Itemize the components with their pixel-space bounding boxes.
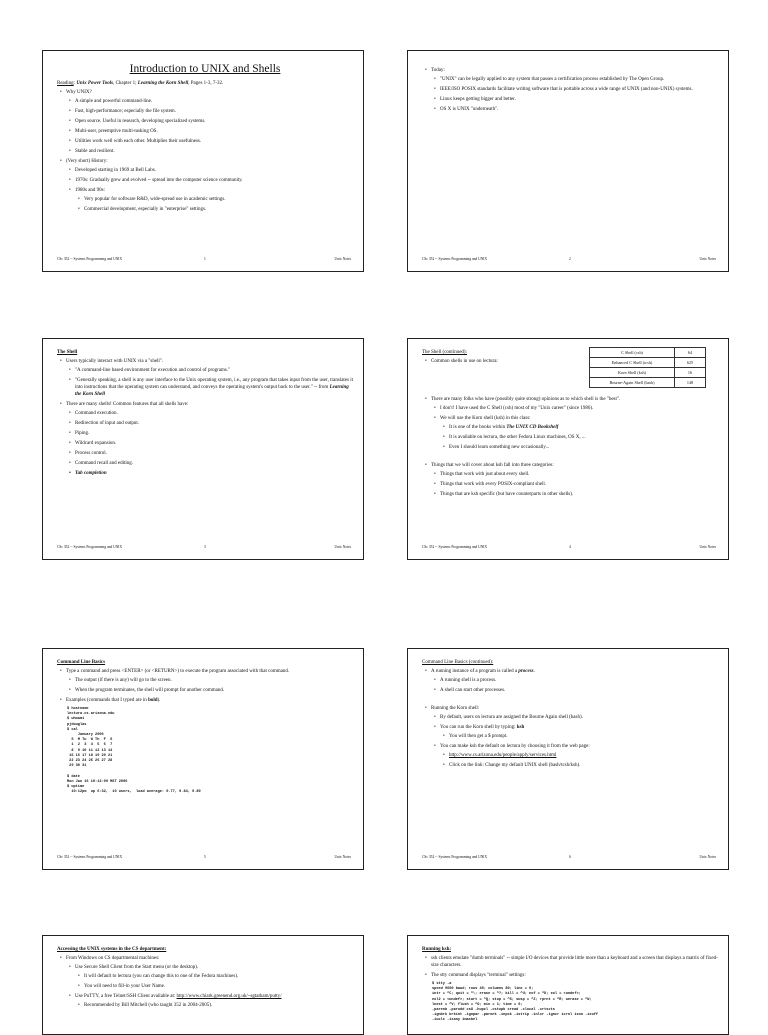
list-item: • (Very short) History: • Developed starting in 1969 at Bell Labs. • 1970s: Gradually grew and evolved -- spread into the computer science community. • 1980s and 90s: • Very popular for software R&D, wide-spread use in academic settings. • Commercial development, especially in "enterprise" settings. [66,158,353,213]
list-item: • Why UNIX? • A simple and powerful command-line. • Fast, high-performance; especially the file system. • Open source. Useful in research, developing specialized systems. • Multi-user, preemptive multi-tasking OS. • Utilities work well with each other. Multiplies their usefulness. • Stable and resilient. [66,89,353,155]
page-number: 2 [569,257,571,261]
footer-label: Unix Notes [699,257,716,261]
list-item: • OS X is UNIX "underneath". [440,106,718,113]
bullet-list [57,955,353,1009]
list-item: • When the program terminates, the shell will prompt for another command. [75,687,353,694]
list-item: • Piping. [75,430,353,437]
bullet-list [57,358,353,477]
page-number: 3 [204,545,206,549]
slide-footer [422,855,716,859]
table-cell: 16 [675,368,706,378]
slide-heading: Command Line Basics (continued): [422,660,494,665]
list-item: • Use PuTTY, a free Telnet/SSH Client available at: http://www.chiark.greenend.org.uk/~sgtatham/putty/ • Recommended by Bill Mitchell (who taught 352 in 2004-2005). [75,993,353,1009]
slide-heading: Accessing the UNIX systems in the CS department: [57,947,167,952]
list-item: • Things that work with just about every shell. [440,471,718,478]
list-item: • Developed starting in 1969 at Bell Labs. [75,167,353,174]
list-item: • Linux keeps getting bigger and better. [440,96,718,103]
slide-4 [407,338,729,560]
list-item: • Wildcard expansion. [75,440,353,447]
table-cell: 64 [675,348,706,358]
table-cell: Korn Shell (ksh) [590,368,675,378]
bullet-list [422,462,718,498]
services-link[interactable]: http://www.cs.arizona.edu/people/apply/services.html [449,753,557,758]
list-item: • It is one of the books within The UNIX CD Bookshelf [449,424,718,431]
list-item: • There are many folks who have (possibly quite strong) opinions as to which shell is the "best". • I don't! I have used the C Shell (csh) most of my "Unix career" (since 1986). • We will use the Korn shell (ksh) in this class: • It is one of the books within The UNIX CD Bookshelf • It is available on lectura, the other Fedora Linux machines, OS X, ... • Even I should learn something new occasionally... [431,396,718,451]
page-number: 6 [569,855,571,859]
reading-label: Reading [57,80,74,86]
list-item: • Recommended by Bill Mitchell (who taught 352 in 2004-2005). [84,1002,353,1009]
list-item: • It is available on lectura, the other Fedora Linux machines, OS X, ... [449,434,718,441]
bullet-list [422,396,718,451]
bullet-list [422,668,718,694]
footer-label: Unix Notes [699,545,716,549]
page-number: 1 [204,257,206,261]
list-item: • Very popular for software R&D, wide-spread use in academic settings. [84,196,353,203]
list-item: • A running instance of a program is called a process. • A running shell is a process. • A shell can start other processes. [431,668,718,694]
list-item: • Click on the link: Change my default UNIX shell (bash/tcsh/ksh). [449,762,718,769]
table-cell: Enhanced C Shell (tcsh) [590,358,675,368]
slide-footer [57,257,351,261]
list-item: • A simple and powerful command-line. [75,98,353,105]
list-item: • Things that are ksh specific (but have counterparts in other shells). [440,491,718,498]
reading-mid: , Chapter 1; [113,80,138,86]
bullet-list [57,89,353,213]
list-item: • A shell can start other processes. [440,687,718,694]
slide-7 [42,935,364,1035]
footer-label: Unix Notes [334,257,351,261]
slide-heading: The Shell (continued): [422,350,467,355]
table-cell: C Shell (csh) [590,348,675,358]
list-item: • You can make ksh the default on lectura by choosing it from the web page: • http://www.cs.arizona.edu/people/apply/services.html • Click on the link: Change my default UNIX shell (bash/tcsh/ksh). [440,743,718,769]
list-item: • Even I should learn something new occasionally... [449,444,718,451]
bullet-list [422,955,718,979]
slide-8 [407,935,729,1035]
slide-footer [422,545,716,549]
footer-label: Unix Notes [699,855,716,859]
list-item: • Common shells in use on lectura: [431,358,718,365]
slide-6 [407,648,729,870]
list-item: • The stty command displays "terminal" settings: [431,972,718,979]
list-item: • I don't! I have used the C Shell (csh) most of my "Unix career" (since 1986). [440,405,718,412]
slide-footer [57,545,351,549]
footer-course: CSc 352 -- Systems Programming and UNIX [57,855,123,859]
list-item: • Tab completion [75,470,353,477]
table-cell: 148 [675,378,706,388]
list-item: • "A command-line based environment for execution and control of programs." [75,367,353,374]
book-title: The UNIX CD Bookshelf [506,425,559,430]
list-item: • Use Secure Shell Client from the Start menu (or the desktop). • It will default to lectura (you can change this to one of the Fedora machines). • You will need to fill-in your User Name. [75,964,353,990]
list-item: • Command recall and editing. [75,460,353,467]
slide-title: Introduction to UNIX and Shells [129,63,281,75]
list-item: • Stable and resilient. [75,148,353,155]
list-item: • Running the Korn shell: • By default, users on lectura are assigned the Bourne Again shell (bash). • You can run the Korn shell by typing: ksh • You will then get a $ prompt. • You can make ksh the default on lectura by choosing it from the web page: • http://www.cs.arizona.edu/people/apply/services.html • Click on the link: Change my default UNIX shell (bash/tcsh/ksh). [431,705,718,769]
list-item: • By default, users on lectura are assigned the Bourne Again shell (bash). [440,714,718,721]
table-cell: Bourne-Again Shell (bash) [590,378,675,388]
reading-book-1: Unix Power Tools [76,80,114,86]
bullet-list [422,67,718,113]
list-item: • Things that work with every POSIX-compliant shell. [440,481,718,488]
list-item: • Fast, high-performance; especially the file system. [75,108,353,115]
list-item: • Commercial development, especially in "enterprise" settings. [84,206,353,213]
list-item: • Things that we will cover about ksh fall into three categories: • Things that work with just about every shell. • Things that work with every POSIX-compliant shell. • Things that are ksh specific (but have counterparts in other shells). [431,462,718,498]
list-item: • 1980s and 90s: • Very popular for software R&D, wide-spread use in academic settings. • Commercial development, especially in "enterprise" settings. [75,187,353,213]
reading-pages: , Pages 1-3, 7-32. [188,80,224,86]
list-item: • Multi-user, preemptive multi-tasking OS. [75,128,353,135]
slide-heading: The Shell [57,350,78,355]
terminal-example: $ stty -a speed 9600 baud; rows 40; columns 80; line = 0; intr = ^C; quit = ^\; erase = ^?; kill = ^U; eof = ^D; eol = <undef>; eol2 = <undef>; start = ^Q; stop = ^S; susp = ^Z; rprnt = ^R; werase = ^W; lnext = ^V; flush = ^O; min = 1; time = 0; -parenb -parodd cs8 -hupcl -cstopb cread -clocal -crtscts -ignbrk brkint -ignpar -parmrk -inpck -istrip -inlcr -igncr icrnl ixon -ixoff -iuclc -ixany imaxbel [432,982,599,1023]
list-item: • Command execution. [75,410,353,417]
footer-label: Unix Notes [334,545,351,549]
bullet-list [422,358,718,365]
page-number: 4 [569,545,571,549]
list-item: • You can run the Korn shell by typing: ksh • You will then get a $ prompt. [440,724,718,740]
slide-5 [42,648,364,870]
list-item: • IEEE/ISO POSIX standards facilitate writing software that is portable across a wide range of UNIX (and non-UNIX) systems. [440,86,718,93]
slide-heading: Command Line Basics [57,660,106,665]
list-item: • Redirection of input and output. [75,420,353,427]
list-item: • Utilities work well with each other. Multiplies their usefulness. [75,138,353,145]
list-item: • Open source. Useful in research, developing specialized systems. [75,118,353,125]
list-item [449,752,718,759]
list-item: • "Generally speaking, a shell is any user interface to the Unix operating system, i.e., any program that takes input from the user, translates it into instructions that the operating system can understand, and conveys the operating system's output back to the user." -- from Learning the Korn Shell [75,377,353,398]
list-item: • It will default to lectura (you can change this to one of the Fedora machines). [84,973,353,980]
page-number: 5 [204,855,206,859]
list-item: • Process control. [75,450,353,457]
table-cell: 625 [675,358,706,368]
footer-course: CSc 352 -- Systems Programming and UNIX [422,545,488,549]
slide-footer [422,257,716,261]
list-item: • Today: • "UNIX" can be legally applied to any system that passes a certification process established by The Open Group. • IEEE/ISO POSIX standards facilitate writing software that is portable across a wide range of UNIX (and non-UNIX) systems. • Linux keeps getting bigger and better. • OS X is UNIX "underneath". [431,67,718,113]
list-item: • Examples (commands that I typed are in bold). [66,697,353,704]
bullet-list [422,705,718,769]
footer-course: CSc 352 -- Systems Programming and UNIX [422,257,488,261]
putty-link[interactable]: http://www.chiark.greenend.org.uk/~sgtatham/putty/ [176,994,282,999]
list-item: • You will then get a $ prompt. [449,733,718,740]
footer-course: CSc 352 -- Systems Programming and UNIX [57,257,123,261]
footer-label: Unix Notes [334,855,351,859]
list-item: • 1970s: Gradually grew and evolved -- spread into the computer science community. [75,177,353,184]
reading-line: Reading: Unix Power Tools, Chapter 1; Learning the Korn Shell, Pages 1-3, 7-32. [57,80,224,86]
terminal-example: $ hostname lectura.cs.arizona.edu $ whoami pjdouglas $ cal January 2006 S M Tu W Th F S 1 2 3 4 5 6 7 8 9 10 11 12 13 14 15 16 17 18 19 20 21 22 23 24 25 26 27 28 29 30 31 $ date Mon Jan 16 10:12:09 MST 2006 $ uptime 10:12pm up 6:32, 10 users, load average: 0.77, 0.84, 0.80 [67,707,201,795]
list-item: • ssh clients emulate "dumb terminals" -- simple I/O devices that provide little more than a keyboard and a screen that displays a matrix of fixed-size characters. [431,955,718,969]
list-item: • The output (if there is any) will go to the screen. [75,677,353,684]
list-item: • "UNIX" can be legally applied to any system that passes a certification process established by The Open Group. [440,76,718,83]
slide-2 [407,50,729,272]
slide-heading: Running ksh: [422,947,452,952]
footer-course: CSc 352 -- Systems Programming and UNIX [57,545,123,549]
reading-book-2: Learning the Korn Shell [137,80,189,86]
list-item: • There are many shells! Common features that all shells have: • Command execution. • Redirection of input and output. • Piping. • Wildcard expansion. • Process control. • Command recall and editing. • Tab completion [66,401,353,477]
list-item: • Users typically interact with UNIX via a "shell". • "A command-line based environment for execution and control of programs." • "Generally speaking, a shell is any user interface to the Unix operating system, i.e., any program that takes input from the user, translates it into instructions that the operating system can understand, and conveys the operating system's output back to the user." -- from Learning the Korn Shell [66,358,353,398]
list-item: • You will need to fill-in your User Name. [84,983,353,990]
slide-1 [42,50,364,272]
list-item: • We will use the Korn shell (ksh) in this class: • It is one of the books within The UNIX CD Bookshelf • It is available on lectura, the other Fedora Linux machines, OS X, ... • Even I should learn something new occasionally... [440,415,718,451]
list-item: • A running shell is a process. [440,677,718,684]
slide-3 [42,338,364,560]
list-item: • Type a command and press <ENTER> (or <RETURN>) to execute the program associated with that command. • The output (if there is any) will go to the screen. • When the program terminates, the shell will prompt for another command. [66,668,353,694]
book-title: Learning the Korn Shell [75,385,349,397]
list-item: • From Windows on CS departmental machines: • Use Secure Shell Client from the Start menu (or the desktop). • It will default to lectura (you can change this to one of the Fedora machines). • You will need to fill-in your User Name. • Use PuTTY, a free Telnet/SSH Client available at: http://www.chiark.greenend.org.uk/~sgtatham/putty/ • Recommended by Bill Mitchell (who taught 352 in 2004-2005). [66,955,353,1009]
footer-course: CSc 352 -- Systems Programming and UNIX [422,855,488,859]
slide-footer [57,855,351,859]
bullet-list [57,668,353,704]
